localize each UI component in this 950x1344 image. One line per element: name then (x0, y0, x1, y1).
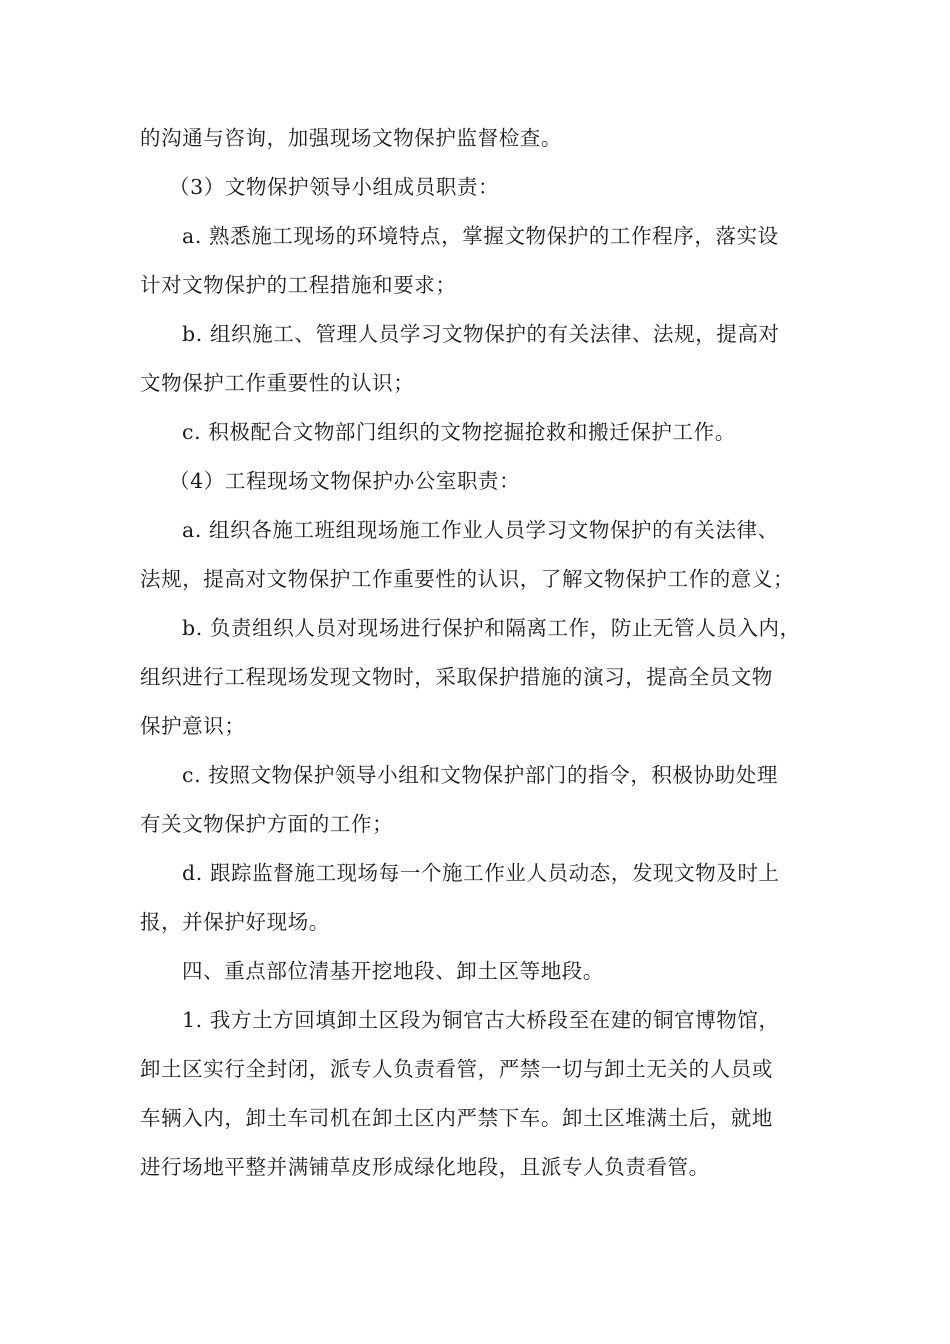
text-line: 卸土区实行全封闭，派专人负责看管，严禁一切与卸土无关的人员或 (140, 1057, 773, 1081)
document-body (140, 114, 816, 1192)
text-line: 组织进行工程现场发现文物时，采取保护措施的演习，提高全员文物 (140, 665, 773, 689)
text-line: 计对文物保护的工程措施和要求； (140, 273, 457, 297)
section-heading: （4）工程现场文物保护办公室职责： (169, 469, 521, 493)
text-line: 报，并保护好现场。 (140, 910, 330, 934)
text-line: a. 组织各施工班组现场施工作业人员学习文物保护的有关法律、 (182, 518, 779, 542)
text-line: 车辆入内，卸土车司机在卸土区内严禁下车。卸土区堆满土后，就地 (140, 1106, 773, 1130)
text-line: b. 组织施工、管理人员学习文物保护的有关法律、法规，提高对 (182, 322, 780, 346)
text-line: 保护意识； (140, 714, 246, 738)
text-line: c. 积极配合文物部门组织的文物挖掘抢救和搬迁保护工作。 (182, 420, 736, 444)
text-line: c. 按照文物保护领导小组和文物保护部门的指令，积极协助处理 (182, 763, 779, 787)
text-line: 文物保护工作重要性的认识； (140, 371, 415, 395)
section-heading: （3）文物保护领导小组成员职责： (169, 175, 500, 199)
text-line: d. 跟踪监督施工现场每一个施工作业人员动态，发现文物及时上 (182, 861, 780, 885)
section-heading: 四、重点部位清基开挖地段、卸土区等地段。 (182, 959, 604, 983)
text-line: b. 负责组织人员对现场进行保护和隔离工作，防止无管人员入内， (182, 616, 801, 640)
text-line: 有关文物保护方面的工作； (140, 812, 394, 836)
text-line: 的沟通与咨询，加强现场文物保护监督检查。 (140, 126, 562, 150)
text-line: a. 熟悉施工现场的环境特点，掌握文物保护的工作程序，落实设 (182, 224, 779, 248)
text-line: 1. 我方土方回填卸土区段为铜官古大桥段至在建的铜官博物馆， (182, 1008, 780, 1032)
text-line: 进行场地平整并满铺草皮形成绿化地段，且派专人负责看管。 (140, 1155, 710, 1179)
text-line: 法规，提高对文物保护工作重要性的认识，了解文物保护工作的意义； (140, 567, 795, 591)
